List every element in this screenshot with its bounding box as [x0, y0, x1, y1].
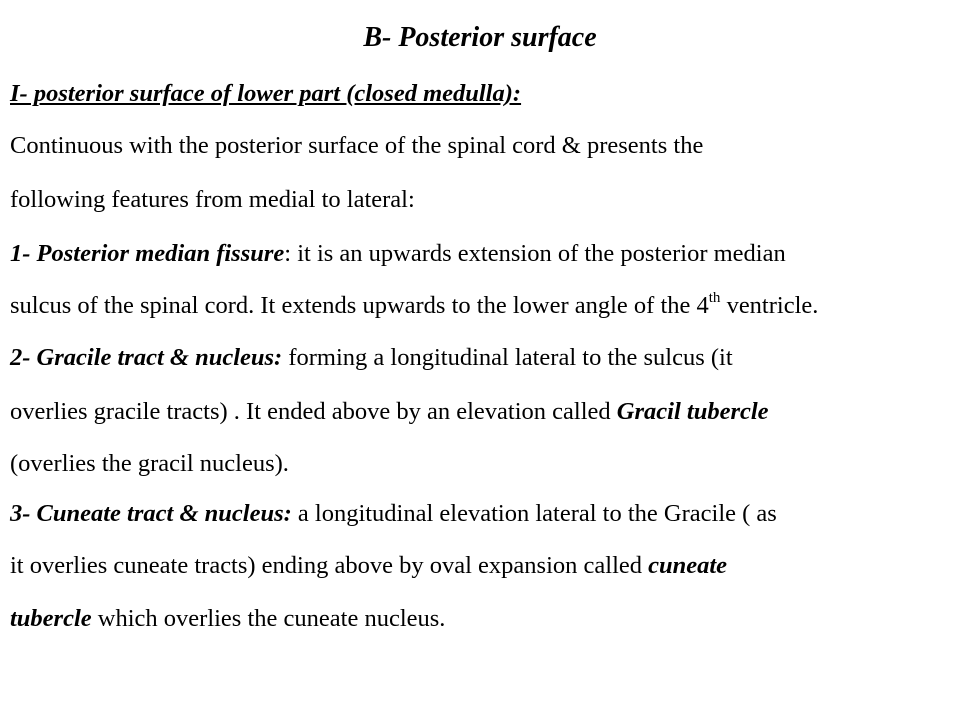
- item-1-text-end: ventricle.: [720, 292, 819, 319]
- item-3-subterm: cuneate: [648, 552, 728, 579]
- superscript-th: th: [708, 289, 721, 306]
- item-3-text-end: which overlies the cuneate nucleus.: [91, 605, 446, 632]
- section-heading: I- posterior surface of lower part (closed medulla):: [10, 80, 522, 107]
- item-2-line-2: [10, 396, 950, 428]
- item-2-text: forming a longitudinal lateral to the sulcus (it: [282, 344, 733, 371]
- item-3-line-1: [10, 498, 950, 530]
- item-3-line-3: [10, 603, 950, 635]
- item-2-term: 2- Gracile tract & nucleus:: [10, 344, 283, 371]
- item-1-line-1: [10, 238, 950, 270]
- item-2-line-3: (overlies the gracil nucleus).: [10, 450, 289, 477]
- item-3-subterm-cont: tubercle: [10, 605, 92, 632]
- item-2-text-cont: overlies gracile tracts) . It ended above by an elevation called: [10, 398, 617, 425]
- item-3-term: 3- Cuneate tract & nucleus:: [10, 500, 292, 527]
- item-2-subterm: Gracil tubercle: [616, 398, 769, 425]
- page-title: B- Posterior surface: [363, 22, 597, 53]
- item-3-line-2: [10, 550, 950, 582]
- item-2-line-1: [10, 342, 950, 374]
- item-1-term: 1- Posterior median fissure: [10, 240, 285, 267]
- item-1-text-cont: sulcus of the spinal cord. It extends upwards to the lower angle of the 4: [10, 292, 709, 319]
- item-3-text: a longitudinal elevation lateral to the Gracile ( as: [291, 500, 777, 527]
- item-3-text-cont: it overlies cuneate tracts) ending above by oval expansion called: [10, 552, 649, 579]
- item-1-line-2: [10, 290, 950, 322]
- intro-text-line-2: following features from medial to lateral:: [10, 186, 415, 213]
- item-1-text: : it is an upwards extension of the posterior median: [284, 240, 786, 267]
- intro-text-line-1: Continuous with the posterior surface of the spinal cord & presents the: [10, 132, 704, 159]
